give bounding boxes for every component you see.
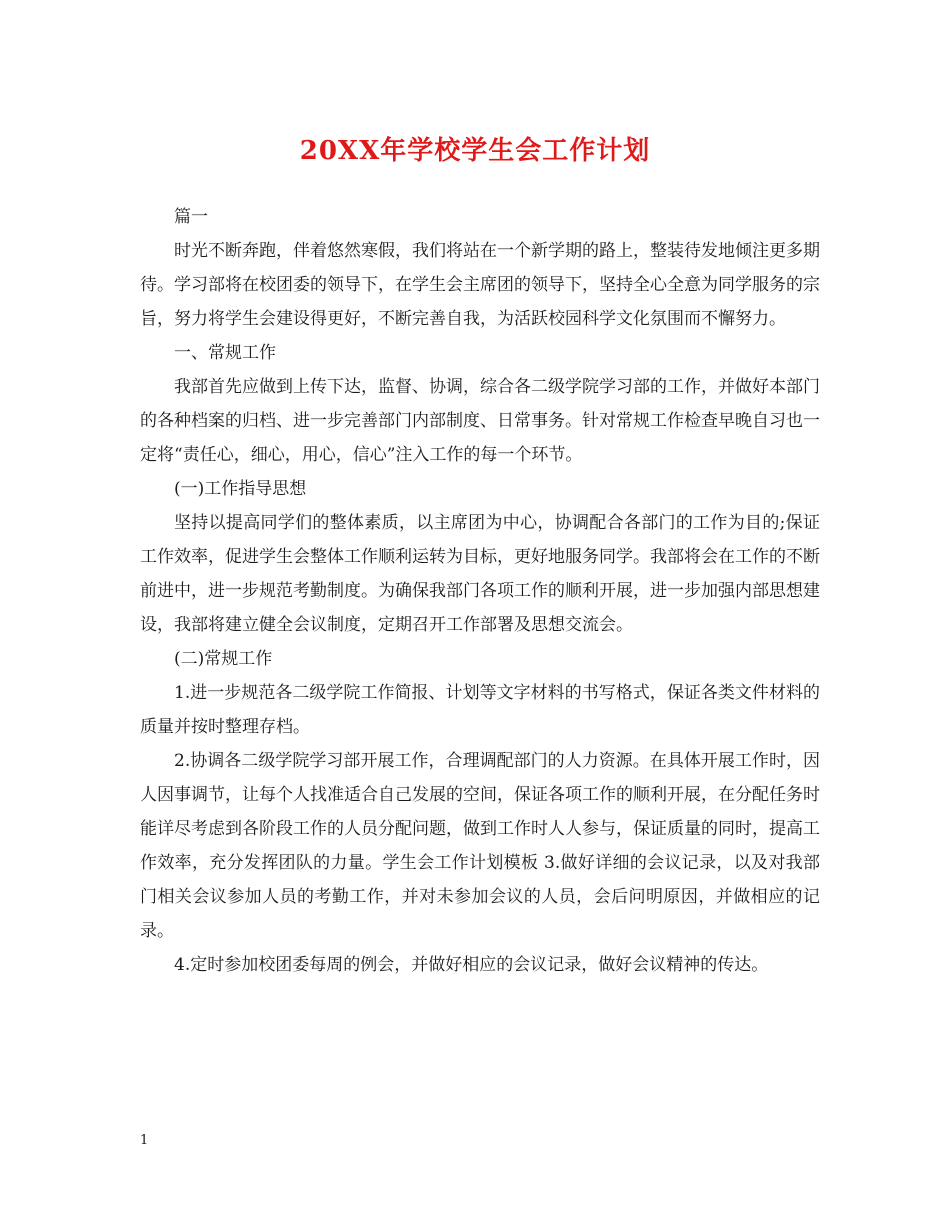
subsection-heading: (一)工作指导思想: [174, 479, 307, 499]
section-label: 篇一: [174, 207, 208, 227]
list-item: 4.定时参加校团委每周的例会，并做好相应的会议记录，做好会议精神的传达。: [174, 955, 769, 975]
list-item: 1.进一步规范各二级学院工作简报、计划等文字材料的书写格式，保证各类文件材料的质量并按时整理存档。: [140, 683, 820, 737]
intro-paragraph: 时光不断奔跑，伴着悠然寒假，我们将站在一个新学期的路上，整装待发地倾注更多期待。学习部将在校团委的领导下，在学生会主席团的领导下，坚持全心全意为同学服务的宗旨，努力将学生会建设得更好，不断完善自我，为活跃校园科学文化氛围而不懈努力。: [140, 241, 820, 329]
section-heading: 一、常规工作: [174, 343, 276, 363]
list-item: 2.协调各二级学院学习部开展工作，合理调配部门的人力资源。在具体开展工作时，因人因事调节，让每个人找准适合自己发展的空间，保证各项工作的顺利开展，在分配任务时能详尽考虑到各阶段工作的人员分配问题，做到工作时人人参与，保证质量的同时，提高工作效率，充分发挥团队的力量。学生会工作计划模板 3.做好详细的会议记录，以及对我部门相关会议参加人员的考勤工作，并对未参加会议的人员，会后问明原因，并做相应的记录。: [140, 751, 820, 941]
document-title: 20XX年学校学生会工作计划: [299, 136, 651, 166]
page-number: 1: [140, 1133, 149, 1148]
body-paragraph: 我部首先应做到上传下达，监督、协调，综合各二级学院学习部的工作，并做好本部门的各种档案的归档、进一步完善部门内部制度、日常事务。针对常规工作检查早晚自习也一定将“责任心，细心，用心，信心”注入工作的每一个环节。: [140, 377, 820, 465]
body-paragraph: 坚持以提高同学们的整体素质，以主席团为中心，协调配合各部门的工作为目的;保证工作效率，促进学生会整体工作顺利运转为目标，更好地服务同学。我部将会在工作的不断前进中，进一步规范考勤制度。为确保我部门各项工作的顺利开展，进一步加强内部思想建设，我部将建立健全会议制度，定期召开工作部署及思想交流会。: [140, 513, 820, 635]
document-body: [140, 200, 820, 982]
subsection-heading: (二)常规工作: [174, 649, 273, 669]
